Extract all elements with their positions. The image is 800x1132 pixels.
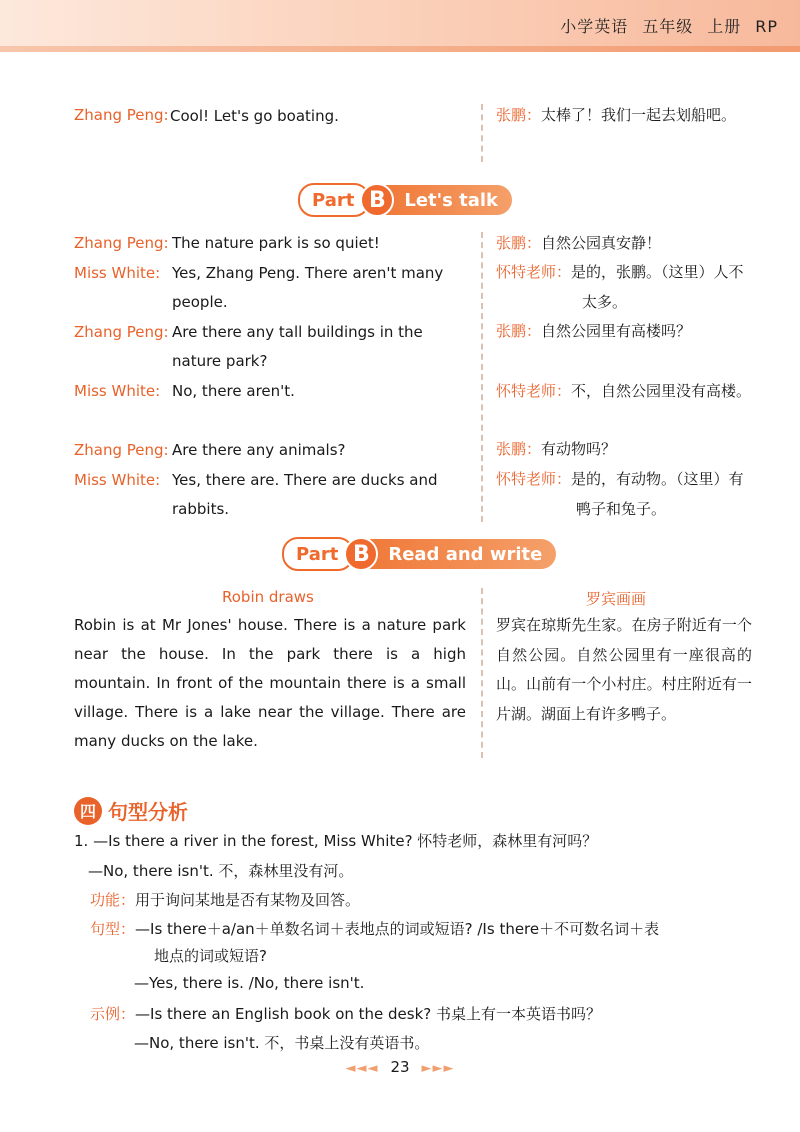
intro-zh-text: 太棒了！我们一起去划船吧。 (541, 106, 737, 124)
talk-chinese (496, 464, 758, 524)
talk-speaker: Zhang Peng: (74, 234, 169, 252)
talk-zh-speaker: 怀特老师： (496, 470, 572, 488)
section-heading (74, 796, 188, 825)
story-title-english: Robin draws (222, 588, 314, 606)
sample-line (90, 1003, 601, 1024)
talk-zh-speaker: 张鹏： (496, 234, 542, 252)
story-title-chinese: 罗宾画画 (586, 590, 647, 608)
talk-speaker: Zhang Peng: (74, 441, 169, 459)
pattern-answer: —Yes, there is. /No, there isn't. (134, 974, 365, 992)
header-grade: 五年级 (642, 17, 694, 36)
talk-english: Yes, there are. There are ducks and rabbits. (172, 471, 438, 518)
part-letter: B (344, 537, 378, 571)
pattern-line (90, 918, 659, 939)
pattern-label: 句型： (90, 920, 136, 938)
talk-speaker: Miss White: (74, 382, 161, 400)
book-header (546, 14, 778, 37)
header-edition: RP (755, 17, 778, 36)
talk-chinese (496, 434, 758, 464)
talk-zh-text: 是的，张鹏。（这里）人不太多。 (571, 263, 744, 311)
column-divider (481, 104, 483, 162)
left-arrows-icon: ◄◄◄ (345, 1061, 379, 1076)
part-title: Let's talk (386, 185, 512, 215)
function-text: 用于询问某地是否有某物及回答。 (135, 891, 361, 909)
intro-english: Cool! Let's go boating. (170, 107, 339, 125)
talk-english: Are there any animals? (172, 441, 346, 459)
story-english: Robin is at Mr Jones' house. There is a nature park near the house. In the park there is a high mountain. In front of the mountain there is a small village. There is a lake near the village. There are many ducks on the lake. (74, 616, 466, 750)
function-label: 功能： (90, 891, 136, 909)
header-volume: 上册 (707, 17, 742, 36)
part-b-talk-banner (298, 183, 512, 217)
column-divider (481, 232, 483, 522)
talk-chinese (496, 316, 758, 346)
talk-speaker: Miss White: (74, 471, 161, 489)
intro-zh-speaker: 张鹏： (496, 106, 542, 124)
example-answer: —No, there isn't. 不，森林里没有河。 (88, 862, 354, 880)
section-number-badge: 四 (74, 797, 102, 825)
talk-english: Are there any tall buildings in the nature park? (172, 323, 423, 370)
function-line (90, 889, 360, 910)
talk-zh-text: 自然公园里有高楼吗？ (541, 322, 692, 340)
sample-question: —Is there an English book on the desk? 书桌上有一本英语书吗？ (135, 1005, 602, 1023)
talk-chinese (496, 257, 758, 317)
talk-zh-text: 自然公园真安静！ (541, 234, 662, 252)
talk-zh-speaker: 张鹏： (496, 322, 542, 340)
part-title: Read and write (370, 539, 556, 569)
section-title: 句型分析 (108, 800, 188, 824)
sample-answer: —No, there isn't. 不，书桌上没有英语书。 (134, 1034, 430, 1052)
intro-chinese (496, 100, 754, 130)
part-label: Part (298, 183, 370, 217)
talk-zh-text: 不，自然公园里没有高楼。 (571, 382, 752, 400)
page-number: 23 (390, 1058, 410, 1076)
part-letter: B (360, 183, 394, 217)
story-chinese: 罗宾在琼斯先生家。在房子附近有一个自然公园。自然公园里有一座很高的山。山前有一个小村庄。村庄附近有一片湖。湖面上有许多鸭子。 (496, 616, 752, 723)
column-divider (481, 588, 483, 758)
part-b-read-banner (282, 537, 556, 571)
talk-zh-speaker: 张鹏： (496, 440, 542, 458)
example-question: 1. —Is there a river in the forest, Miss White? 怀特老师，森林里有河吗？ (74, 832, 598, 850)
talk-zh-text: 有动物吗？ (541, 440, 617, 458)
header-subject: 小学英语 (560, 17, 629, 36)
part-label: Part (282, 537, 354, 571)
talk-zh-speaker: 怀特老师： (496, 382, 572, 400)
talk-english: The nature park is so quiet! (172, 234, 380, 252)
right-arrows-icon: ►►► (421, 1061, 455, 1076)
talk-speaker: Zhang Peng: (74, 323, 169, 341)
pattern-text: —Is there＋a/an＋单数名词＋表地点的词或短语? /Is there＋不可数名词＋表 (135, 920, 660, 938)
talk-chinese (496, 376, 758, 406)
talk-chinese (496, 228, 758, 258)
talk-zh-text: 是的，有动物。（这里）有鸭子和兔子。 (571, 470, 744, 518)
sample-label: 示例： (90, 1005, 136, 1023)
talk-english: Yes, Zhang Peng. There aren't many people. (172, 264, 444, 311)
talk-english: No, there aren't. (172, 382, 295, 400)
talk-zh-speaker: 怀特老师： (496, 263, 572, 281)
page-footer (0, 1058, 800, 1076)
pattern-continuation: 地点的词或短语? (154, 947, 267, 965)
intro-speaker: Zhang Peng: (74, 106, 169, 124)
talk-speaker: Miss White: (74, 264, 161, 282)
